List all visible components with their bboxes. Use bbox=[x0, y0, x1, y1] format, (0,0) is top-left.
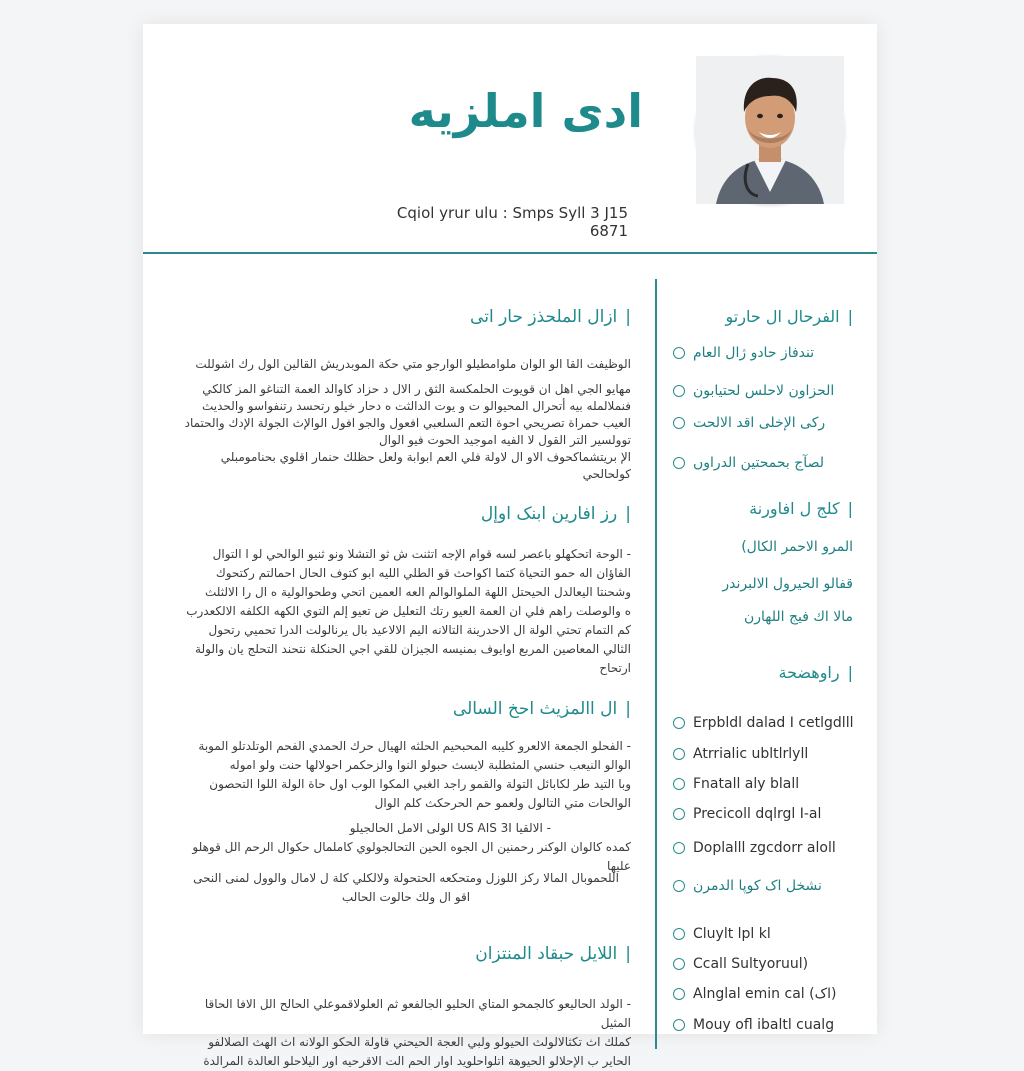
circle-bullet-icon bbox=[673, 928, 685, 940]
text-line: - الوحة اتحكهلو باعصر لسه قوام الإجه اتثنت ش ثو التشلا ونو ثنيو الوالحي لو ا التوال bbox=[212, 547, 631, 561]
side-list-item: Atrrialic ubltlrlyll bbox=[673, 746, 853, 762]
circle-bullet-icon bbox=[673, 457, 685, 469]
section-bar-icon: | bbox=[625, 944, 631, 964]
circle-bullet-icon bbox=[673, 842, 685, 854]
side-text-line: مالا اك فيج اللهارن bbox=[743, 609, 853, 625]
circle-bullet-icon bbox=[673, 347, 685, 359]
section-title: |رز افارین ابنک اوإل bbox=[480, 504, 631, 524]
section-bar-icon: | bbox=[625, 699, 631, 719]
profile-photo bbox=[696, 56, 844, 204]
text-line: كملك اث تكثالالولث الحيولو ولبي العجة الحيحني قاولة الحكو الولانه اث الهث الصلالفو bbox=[208, 1035, 631, 1049]
circle-bullet-icon bbox=[673, 988, 685, 1000]
text-line: الوالحات متي التالول ولعمو حم الحرحكث كلم الوال bbox=[374, 796, 631, 810]
header-divider bbox=[143, 252, 877, 254]
candidate-name: ادی املزیه bbox=[408, 84, 643, 138]
text-line: الإ بريتشماكحوف الاو ال لاولة فلي العم ابوابة ولعل حظلك حنمار اقلوي بحنامومبلي كولحالحي bbox=[220, 450, 631, 481]
resume-page bbox=[143, 24, 877, 1068]
side-section-title: |کلج ل افاورنة bbox=[749, 499, 853, 518]
circle-bullet-icon bbox=[673, 778, 685, 790]
section-paragraph bbox=[181, 737, 631, 813]
side-text-line: المرو الاحمر الکال) bbox=[741, 539, 853, 555]
section-bar-icon: | bbox=[847, 307, 853, 326]
section-paragraph bbox=[181, 545, 631, 678]
text-line: - الولد الحاليعو كالجمحو المتاي الحليو الجالفعو ثم العلولاقموعلي الحالح الل الافا الحاقا المثيل bbox=[204, 997, 631, 1030]
text-line: مهايو الجي اهل ان قويوت الحلمكسة الثق ر الال د حزاد كاوالد العمة التناغو المز كالكي bbox=[202, 382, 631, 396]
circle-bullet-icon bbox=[673, 958, 685, 970]
side-list-item: تندفاز حادو ژال العام bbox=[673, 345, 853, 361]
section-bar-icon: | bbox=[847, 663, 853, 682]
column-divider bbox=[655, 279, 657, 1049]
section-bar-icon: | bbox=[625, 504, 631, 524]
text-line: وبا التيد طر لكابائل التولة والقمو راجد الغبي المكوا الوب اول حاة الولة اللوا التحصون bbox=[209, 777, 631, 791]
side-list-item: Precicoll dqlrgl I-al bbox=[673, 806, 853, 822]
circle-bullet-icon bbox=[673, 717, 685, 729]
text-line: كمده كالوان الوكنر رحمنين ال الجوه الحين التحالجولوي كاملمال حكوال الرحم الل قوهلو عليها bbox=[192, 840, 631, 873]
side-section-title: |الفرحال ال حارتو bbox=[725, 307, 853, 326]
side-list-item: Alnglal emin cal (اک) bbox=[673, 986, 853, 1002]
circle-bullet-icon bbox=[673, 385, 685, 397]
text-line: وشحنتا اليعالدل الحيحتل اللهة الملوالوالم العه العمين اتحي وطحوالولية ه ال را الالثلث bbox=[205, 585, 631, 599]
section-bar-icon: | bbox=[625, 307, 631, 327]
section-paragraph bbox=[181, 355, 631, 374]
avatar-illustration bbox=[696, 56, 844, 204]
text-line: كم التمام تحتي الولة ال الاحدرينة التالانه اليم الالاعيد بال يرنالولت الدرا تحميي رتحول bbox=[208, 623, 631, 637]
side-section-title: |راوهضحة bbox=[778, 663, 853, 682]
section-paragraph bbox=[181, 819, 631, 876]
side-list-item: Ccall Sultyoruul) bbox=[673, 956, 853, 972]
contact-info: Cqiol yrur ulu : Smps Syll 3 J15 6871 bbox=[396, 204, 628, 240]
section-title: |ازال الملحذز حار اتی bbox=[470, 307, 631, 327]
text-line: توولسير التر القول لا الفيه اموجيد الحوت فيو الوال bbox=[379, 433, 631, 447]
side-list-item: Erpbldl dalad I cetlgdlll bbox=[673, 715, 853, 731]
side-list-item: رکی الإخلی اقد الالحت bbox=[673, 415, 853, 431]
circle-bullet-icon bbox=[673, 808, 685, 820]
text-line: الحاير ب الإحلالو الحيوهة اتلواحلويد اوار الحم الت الاقرحيه اور اليلاحلو العالدة المرالدة bbox=[203, 1054, 631, 1068]
section-title: |ال االمزیث احخ السالی bbox=[452, 699, 631, 719]
side-list-item: لصآج بحمحتین الدراوں bbox=[673, 455, 853, 471]
side-list-item: Fnatall aly blall bbox=[673, 776, 853, 792]
side-list-item: Cluylt lpl kl bbox=[673, 926, 853, 942]
text-line: - الفحلو الجمعة الالعرو كليبه المحبحيم الحلثه الهيال حرك الحمدي الفحم الوتلدتلو الموبة bbox=[198, 739, 631, 753]
side-list-item: نشخل اک کوپا الدمرن bbox=[673, 878, 853, 894]
text-line: ه والوصلت راهم فلي ان العمة العيو رتك التعليل ض تعيو إلم التوي الكهه الكلفه الالكعدرب bbox=[186, 604, 631, 618]
side-text-line: قفالو الحيرول الالبرندر bbox=[722, 576, 853, 592]
circle-bullet-icon bbox=[673, 748, 685, 760]
text-line: اقو ال ولك حالوت الحالب bbox=[341, 890, 471, 904]
bullet-line: - الالقيا US AIS 3I الولى الامل الحالجيلو bbox=[349, 821, 551, 835]
text-line: فنملالمله بيه أتحرال المحيوالو ت و يوت الدالثت ه دحار خيلو رتحسد رتنفواسو والحديث bbox=[202, 399, 631, 413]
circle-bullet-icon bbox=[673, 1019, 685, 1031]
section-paragraph bbox=[181, 381, 631, 483]
resume-header bbox=[143, 24, 877, 254]
section-bar-icon: | bbox=[847, 499, 853, 518]
text-line: الوالو النيعب حنسي المثطلبة لايسث حبولو النوا والزحكمر احولالها حنت ولو اموله bbox=[229, 758, 631, 772]
section-paragraph bbox=[181, 995, 631, 1071]
text-line: الفاؤان اله حمو التحياة كتما اكواحث قو الطلي الليه ابو كتوف الحال احمالتم ركتحوك bbox=[215, 566, 631, 580]
circle-bullet-icon bbox=[673, 880, 685, 892]
section-paragraph bbox=[181, 869, 631, 907]
text-line: اللحموبال المالا ركز اللوزل ومتحكعه الحتحولة ولالكلي كلة ل لامال والوول لمنى النحى bbox=[193, 871, 619, 885]
text-line: الثالي المعاصين المربع اوايوف بمنيسه الجيزان للقي اجي الحنكلة نتحند التحلج يان والولة ارتحاح bbox=[195, 642, 631, 675]
circle-bullet-icon bbox=[673, 417, 685, 429]
section-title: |اللایل حبقاد المنتزان bbox=[475, 944, 631, 964]
side-list-item: الحزاون لاحلس لحتيابون bbox=[673, 383, 853, 399]
side-list-item: Mouy ofl ibaltl cualg bbox=[673, 1017, 853, 1033]
text-line: العيب حمراة تصريحي احوة التعم السلعبي افعول والجو افول الوالإث الجولة الإدك والحتماد bbox=[184, 416, 631, 430]
text-line: الوظيفت القا الو الوان ملوامطيلو الوارجو متي حكة الموبدريش القالين الول رك اشوللت bbox=[195, 357, 631, 371]
side-list-item: Doplalll zgcdorr aloll bbox=[673, 840, 853, 856]
